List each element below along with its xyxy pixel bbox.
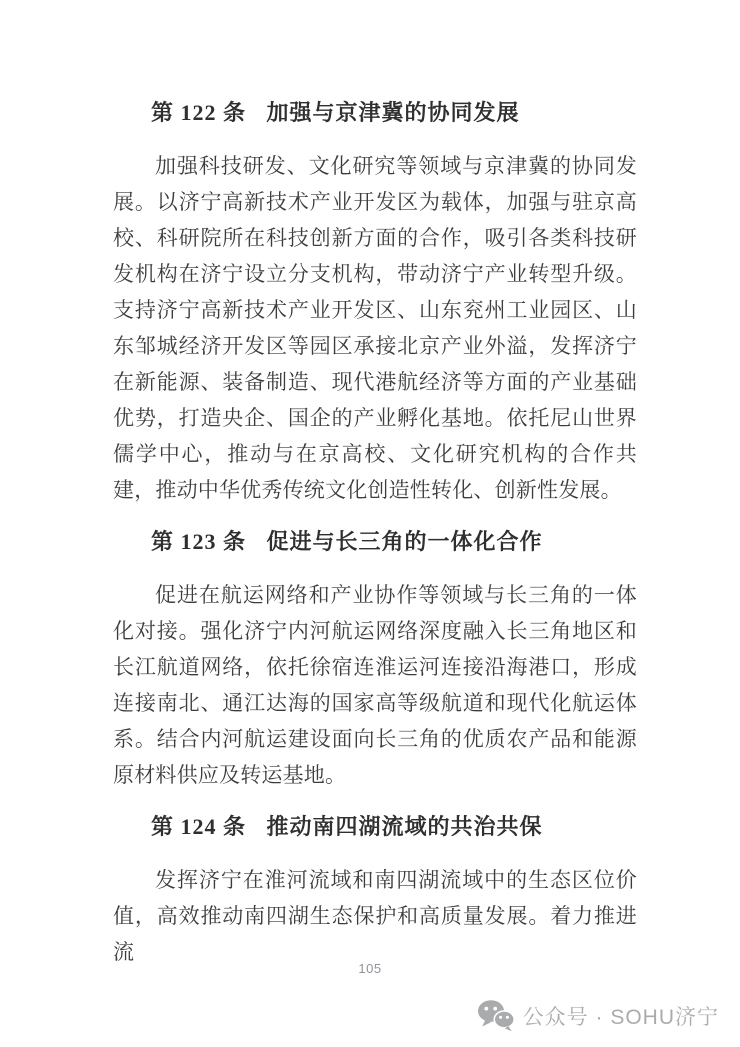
article-paragraph: 加强科技研发、文化研究等领域与京津冀的协同发展。以济宁高新技术产业开发区为载体，加强与驻京高校、科研院所在科技创新方面的合作，吸引各类科技研发机构在济宁设立分支机构，带动济宁产业转型升级。支持济宁高新技术产业开发区、山东兖州工业园区、山东邹城经济开发区等园区承接北京产业外溢，发挥济宁在新能源、装备制造、现代港航经济等方面的产业基础优势，打造央企、国企的产业孵化基地。依托尼山世界儒学中心，推动与在京高校、文化研究机构的合作共建，推动中华优秀传统文化创造性转化、创新性发展。 [113, 154, 637, 502]
article-title: 促进与长三角的一体化合作 [266, 529, 543, 554]
article-title: 推动南四湖流域的共治共保 [266, 814, 543, 839]
watermark [477, 999, 719, 1032]
article-number: 第 122 条 [151, 100, 247, 125]
article-heading [113, 97, 637, 129]
wechat-icon [477, 999, 515, 1032]
article-section-124 [113, 811, 637, 970]
article-number: 第 123 条 [151, 529, 247, 554]
watermark-label: 公众号 · SOHU济宁 [522, 1005, 719, 1029]
article-section-123 [113, 526, 637, 793]
article-section-122 [113, 97, 637, 508]
page-number: 105 [358, 961, 382, 976]
article-number: 第 124 条 [151, 814, 247, 839]
article-paragraph: 促进在航运网络和产业协作等领域与长三角的一体化对接。强化济宁内河航运网络深度融入长三角地区和长江航道网络，依托徐宿连淮运河连接沿海港口，形成连接南北、通江达海的国家高等级航道和现代化航运体系。结合内河航运建设面向长三角的优质农产品和能源原材料供应及转运基地。 [113, 583, 637, 787]
article-paragraph: 发挥济宁在淮河流域和南四湖流域中的生态区位价值，高效推动南四湖生态保护和高质量发展。着力推进流 [113, 868, 637, 964]
article-heading [113, 526, 637, 558]
article-title: 加强与京津冀的协同发展 [266, 100, 520, 125]
article-heading [113, 811, 637, 843]
